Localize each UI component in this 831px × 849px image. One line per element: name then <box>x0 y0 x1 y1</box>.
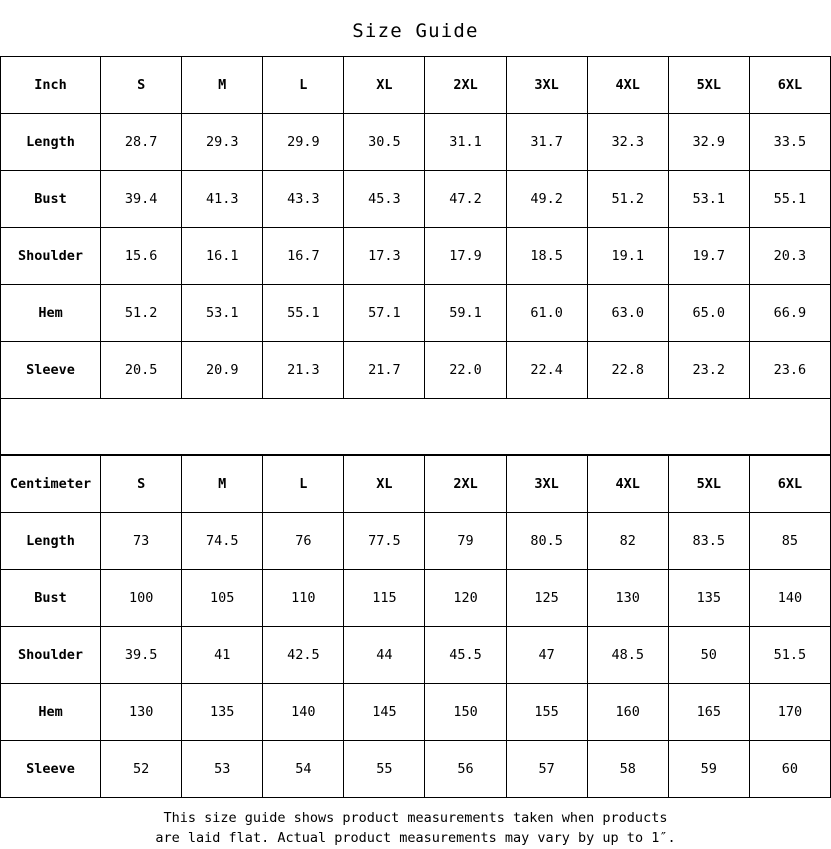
cell: 47 <box>506 627 587 684</box>
cell: 82 <box>587 513 668 570</box>
cell: 130 <box>101 684 182 741</box>
cell: 135 <box>668 570 749 627</box>
cell: 125 <box>506 570 587 627</box>
cell: 135 <box>182 684 263 741</box>
size-header-xl: XL <box>344 57 425 114</box>
size-guide-note <box>0 798 831 849</box>
table-row <box>1 228 831 285</box>
cell: 48.5 <box>587 627 668 684</box>
cell: 31.7 <box>506 114 587 171</box>
cell: 105 <box>182 570 263 627</box>
cell: 49.2 <box>506 171 587 228</box>
cell: 57.1 <box>344 285 425 342</box>
unit-header-centimeter: Centimeter <box>1 456 101 513</box>
cell: 56 <box>425 741 506 798</box>
table-row <box>1 627 831 684</box>
cell: 51.5 <box>749 627 830 684</box>
cell: 41.3 <box>182 171 263 228</box>
cell: 29.9 <box>263 114 344 171</box>
centimeter-size-table <box>0 455 831 798</box>
cell: 74.5 <box>182 513 263 570</box>
note-line-1: This size guide shows product measurements taken when products <box>163 810 668 826</box>
cell: 160 <box>587 684 668 741</box>
cell: 57 <box>506 741 587 798</box>
cell: 54 <box>263 741 344 798</box>
cell: 53.1 <box>668 171 749 228</box>
cell: 19.1 <box>587 228 668 285</box>
cell: 145 <box>344 684 425 741</box>
cell: 50 <box>668 627 749 684</box>
cell: 30.5 <box>344 114 425 171</box>
cell: 76 <box>263 513 344 570</box>
cell: 22.0 <box>425 342 506 399</box>
cell: 20.5 <box>101 342 182 399</box>
cell: 61.0 <box>506 285 587 342</box>
cell: 53 <box>182 741 263 798</box>
cell: 58 <box>587 741 668 798</box>
row-label-shoulder: Shoulder <box>1 228 101 285</box>
size-header-2xl: 2XL <box>425 57 506 114</box>
cell: 39.4 <box>101 171 182 228</box>
cell: 53.1 <box>182 285 263 342</box>
cell: 45.5 <box>425 627 506 684</box>
cell: 22.4 <box>506 342 587 399</box>
cell: 55.1 <box>749 171 830 228</box>
cell: 170 <box>749 684 830 741</box>
cell: 17.3 <box>344 228 425 285</box>
inch-size-table <box>0 56 831 399</box>
cell: 165 <box>668 684 749 741</box>
cell: 23.6 <box>749 342 830 399</box>
cell: 33.5 <box>749 114 830 171</box>
cell: 22.8 <box>587 342 668 399</box>
cell: 65.0 <box>668 285 749 342</box>
cell: 83.5 <box>668 513 749 570</box>
row-label-hem: Hem <box>1 684 101 741</box>
cell: 59.1 <box>425 285 506 342</box>
table-row <box>1 684 831 741</box>
table-header-row <box>1 57 831 114</box>
size-header-6xl: 6XL <box>749 57 830 114</box>
cell: 55 <box>344 741 425 798</box>
row-label-bust: Bust <box>1 171 101 228</box>
cell: 110 <box>263 570 344 627</box>
size-header-2xl: 2XL <box>425 456 506 513</box>
cell: 32.3 <box>587 114 668 171</box>
cell: 23.2 <box>668 342 749 399</box>
cell: 120 <box>425 570 506 627</box>
table-header-row <box>1 456 831 513</box>
note-line-2: are laid flat. Actual product measurements may vary by up to 1″. <box>155 830 676 847</box>
row-label-length: Length <box>1 513 101 570</box>
size-header-3xl: 3XL <box>506 456 587 513</box>
cell: 32.9 <box>668 114 749 171</box>
table-row <box>1 741 831 798</box>
cell: 42.5 <box>263 627 344 684</box>
cell: 19.7 <box>668 228 749 285</box>
cell: 45.3 <box>344 171 425 228</box>
size-header-4xl: 4XL <box>587 57 668 114</box>
row-label-shoulder: Shoulder <box>1 627 101 684</box>
cell: 77.5 <box>344 513 425 570</box>
cell: 39.5 <box>101 627 182 684</box>
row-label-sleeve: Sleeve <box>1 741 101 798</box>
cell: 29.3 <box>182 114 263 171</box>
cell: 51.2 <box>101 285 182 342</box>
size-header-6xl: 6XL <box>749 456 830 513</box>
cell: 47.2 <box>425 171 506 228</box>
row-label-length: Length <box>1 114 101 171</box>
size-header-m: M <box>182 57 263 114</box>
cell: 55.1 <box>263 285 344 342</box>
cell: 15.6 <box>101 228 182 285</box>
cell: 44 <box>344 627 425 684</box>
cell: 17.9 <box>425 228 506 285</box>
cell: 140 <box>749 570 830 627</box>
cell: 140 <box>263 684 344 741</box>
size-header-s: S <box>101 57 182 114</box>
cell: 100 <box>101 570 182 627</box>
unit-header-inch: Inch <box>1 57 101 114</box>
cell: 28.7 <box>101 114 182 171</box>
table-row <box>1 570 831 627</box>
cell: 66.9 <box>749 285 830 342</box>
cell: 80.5 <box>506 513 587 570</box>
table-row <box>1 171 831 228</box>
size-header-l: L <box>263 57 344 114</box>
cell: 52 <box>101 741 182 798</box>
cell: 59 <box>668 741 749 798</box>
table-row <box>1 285 831 342</box>
cell: 73 <box>101 513 182 570</box>
cell: 16.1 <box>182 228 263 285</box>
size-header-4xl: 4XL <box>587 456 668 513</box>
row-label-bust: Bust <box>1 570 101 627</box>
row-label-sleeve: Sleeve <box>1 342 101 399</box>
size-header-xl: XL <box>344 456 425 513</box>
size-header-s: S <box>101 456 182 513</box>
cell: 20.9 <box>182 342 263 399</box>
table-row <box>1 513 831 570</box>
table-spacer-row <box>0 399 831 455</box>
cell: 85 <box>749 513 830 570</box>
table-row <box>1 114 831 171</box>
size-header-5xl: 5XL <box>668 456 749 513</box>
cell: 155 <box>506 684 587 741</box>
row-label-hem: Hem <box>1 285 101 342</box>
cell: 31.1 <box>425 114 506 171</box>
cell: 115 <box>344 570 425 627</box>
cell: 16.7 <box>263 228 344 285</box>
size-header-m: M <box>182 456 263 513</box>
cell: 21.7 <box>344 342 425 399</box>
cell: 63.0 <box>587 285 668 342</box>
size-header-5xl: 5XL <box>668 57 749 114</box>
cell: 60 <box>749 741 830 798</box>
cell: 79 <box>425 513 506 570</box>
page-title: Size Guide <box>352 20 479 42</box>
cell: 21.3 <box>263 342 344 399</box>
cell: 130 <box>587 570 668 627</box>
cell: 150 <box>425 684 506 741</box>
cell: 51.2 <box>587 171 668 228</box>
size-header-l: L <box>263 456 344 513</box>
cell: 41 <box>182 627 263 684</box>
cell: 43.3 <box>263 171 344 228</box>
cell: 18.5 <box>506 228 587 285</box>
cell: 20.3 <box>749 228 830 285</box>
table-row <box>1 342 831 399</box>
size-header-3xl: 3XL <box>506 57 587 114</box>
